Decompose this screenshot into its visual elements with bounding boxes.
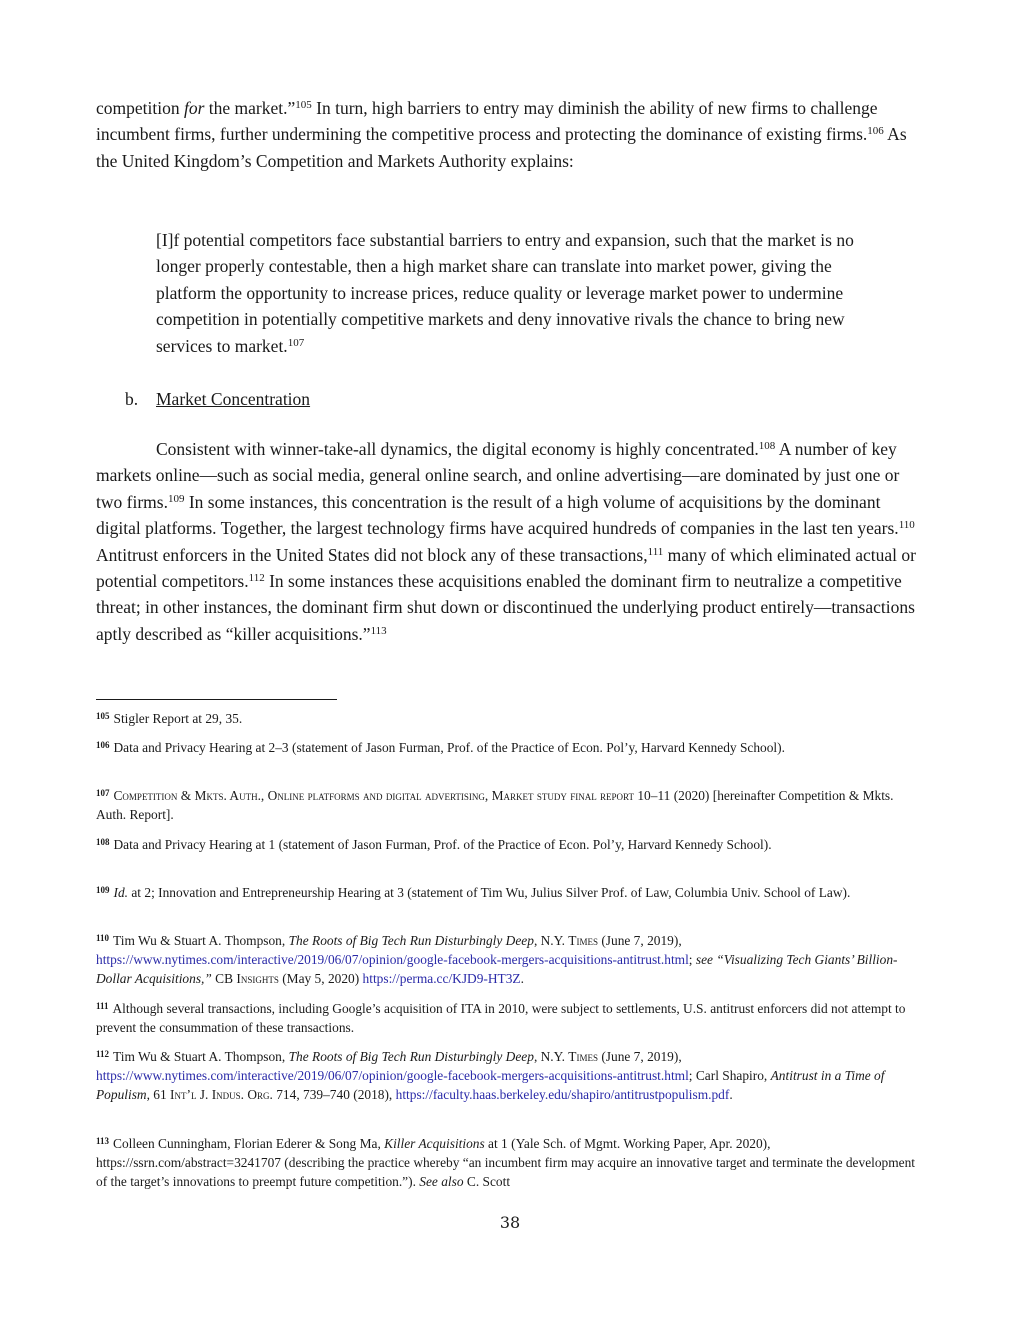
footnote-article-title: “Visualizing Tech Giants’ Billion-Dollar Acquisitions,” (96, 952, 898, 986)
footnote-text: , 61 (146, 1087, 171, 1102)
footnote-105 (96, 709, 924, 728)
footnote-ref-111[interactable]: 111 (647, 545, 664, 558)
footnote-text: Although several transactions, including Google’s acquisition of ITA in 2010, were subject to settlements, U.S. antitrust enforcers did not attempt to prevent the consummation of these transactions. (96, 1001, 906, 1035)
footnote-text: (May 5, 2020) (278, 971, 363, 986)
footnote-link-perma[interactable]: https://perma.cc/KJD9-HT3Z (362, 971, 521, 986)
footnote-number: 107 (96, 788, 110, 798)
footnote-see-also-signal: See also (419, 1174, 464, 1189)
text-run: Consistent with winner-take-all dynamics, the digital economy is highly concentrated. (156, 439, 759, 459)
footnote-number: 110 (96, 933, 110, 943)
footnote-111 (96, 999, 924, 1037)
body-paragraph-1 (96, 95, 926, 174)
text-run: A number of key markets online—such as social media, general online search, and online advertising—are dominated by just one or two firms. (96, 439, 900, 512)
footnote-publication: Insights (236, 971, 279, 986)
footnote-publication: Times (568, 1049, 598, 1064)
text-run: the market.” (204, 98, 296, 118)
footnote-text: Data and Privacy Hearing at 1 (statement of Jason Furman, Prof. of the Practice of Econ. Pol’y, Harvard Kennedy School). (113, 837, 772, 852)
footnote-id-signal: Id. (113, 885, 129, 900)
footnote-ref-106[interactable]: 106 (867, 125, 884, 138)
footnote-number: 112 (96, 1049, 110, 1059)
footnote-text: 10–11 (2020) [hereinafter Competition & Mkts. Auth. Report]. (96, 788, 894, 822)
footnote-separator (96, 699, 337, 700)
footnote-text: . (520, 971, 524, 986)
footnote-text: , N.Y. (533, 1049, 569, 1064)
footnote-108 (96, 835, 924, 854)
footnote-text: , N.Y. (533, 933, 569, 948)
footnote-113 (96, 1134, 924, 1191)
italic-text: for (183, 98, 205, 118)
footnote-article-title: Killer Acquisitions (384, 1136, 485, 1151)
footnote-106 (96, 738, 924, 757)
footnote-110 (96, 931, 924, 988)
footnote-text: Tim Wu & Stuart A. Thompson, (113, 1049, 289, 1064)
footnote-text: (June 7, 2019), (597, 1049, 682, 1064)
section-label: b. (125, 389, 139, 409)
body-paragraph-2 (96, 436, 926, 647)
footnote-see-signal: see (695, 952, 713, 967)
footnote-ref-110[interactable]: 110 (898, 519, 915, 532)
footnote-text: 714, 739–740 (2018), (272, 1087, 396, 1102)
footnote-text: (June 7, 2019), (597, 933, 682, 948)
footnote-text: at 2; Innovation and Entrepreneurship Hearing at 3 (statement of Tim Wu, Julius Silver Prof. of Law, Columbia Univ. School of Law). (128, 885, 851, 900)
footnote-ref-113[interactable]: 113 (370, 624, 387, 637)
quote-text: [I]f potential competitors face substantial barriers to entry and expansion, such that the market is no longer properly contestable, then a high market share can translate into market power, giving the platform the opportunity to increase prices, reduce quality or leverage market power to undermine competition in potentially competitive markets and deny innovative rivals the chance to bring new services to market. (156, 230, 854, 356)
footnote-107 (96, 786, 924, 824)
footnote-number: 105 (96, 711, 110, 721)
footnote-article-title: The Roots of Big Tech Run Disturbingly Deep (288, 1049, 534, 1064)
footnote-text: C. Scott (463, 1174, 511, 1189)
text-run: many of which eliminated actual or potential competitors. (96, 544, 916, 592)
footnote-text: Data and Privacy Hearing at 2–3 (statement of Jason Furman, Prof. of the Practice of Econ. Pol’y, Harvard Kennedy School). (113, 740, 785, 755)
footnote-link-nytimes[interactable]: https://www.nytimes.com/interactive/2019/06/07/opinion/google-facebook-mergers-acquisitions-antitrust.html (96, 1068, 689, 1083)
footnote-publication: Times (568, 933, 598, 948)
block-quote (156, 227, 876, 359)
footnote-link-berkeley[interactable]: https://faculty.haas.berkeley.edu/shapiro/antitrustpopulism.pdf (395, 1087, 730, 1102)
page-number: 38 (499, 1213, 521, 1232)
section-heading (125, 386, 310, 412)
text-run: In turn, high barriers to entry may diminish the ability of new firms to challenge incumbent firms, further undermining the competitive process and protecting the dominance of existing firms. (96, 98, 878, 145)
footnote-number: 113 (96, 1136, 110, 1146)
footnote-number: 106 (96, 740, 110, 750)
footnote-number: 108 (96, 837, 110, 847)
text-run: competition (96, 98, 184, 118)
footnote-text: . (729, 1087, 733, 1102)
footnote-text: ; Carl Shapiro, (688, 1068, 771, 1083)
footnote-text: CB (211, 971, 237, 986)
footnote-article-title: The Roots of Big Tech Run Disturbingly Deep (288, 933, 534, 948)
text-run: As the United Kingdom’s Competition and Markets Authority explains: (96, 124, 907, 171)
footnote-journal: Int’l J. Indus. Org. (170, 1087, 273, 1102)
text-run: In some instances these acquisitions enabled the dominant firm to neutralize a competitive threat; in other instances, the dominant firm shut down or discontinued the underlying product entirely—transactions aptly described as “killer acquisitions.” (96, 571, 915, 644)
footnote-link-nytimes[interactable]: https://www.nytimes.com/interactive/2019/06/07/opinion/google-facebook-mergers-acquisitions-antitrust.html (96, 952, 689, 967)
footnote-source: Competition & Mkts. Auth., Online platforms and digital advertising, Market study final report (113, 788, 635, 803)
footnote-ref-109[interactable]: 109 (167, 492, 185, 505)
footnote-text: ; (688, 952, 696, 967)
footnote-ref-112[interactable]: 112 (248, 572, 265, 585)
footnote-text: at 1 (Yale Sch. of Mgmt. Working Paper, Apr. 2020), https://ssrn.com/abstract=3241707 (describing the practice whereby “an incumbent firm may acquire an innovative target and terminate the development of the target’s innovations to preempt future competition.”). (96, 1136, 916, 1189)
footnote-number: 111 (96, 1001, 109, 1011)
text-run: Antitrust enforcers in the United States did not block any of these transactions, (96, 544, 648, 565)
footnote-ref-108[interactable]: 108 (758, 440, 776, 452)
text-run: In some instances, this concentration is the result of a high volume of acquisitions by the dominant digital platforms. Together, the largest technology firms have acquired hundreds of companies in the last ten years. (96, 491, 899, 539)
footnote-text: Tim Wu & Stuart A. Thompson, (113, 933, 289, 948)
section-title: Market Concentration (156, 389, 311, 409)
footnote-109 (96, 883, 924, 902)
footnote-text: Colleen Cunningham, Florian Ederer & Song Ma, (113, 1136, 385, 1151)
footnote-number: 109 (96, 885, 110, 895)
footnote-ref-105[interactable]: 105 (295, 99, 312, 111)
footnote-text: Stigler Report at 29, 35. (113, 711, 243, 726)
footnote-article-title: Antitrust in a Time of Populism (96, 1068, 885, 1102)
footnote-112 (96, 1047, 924, 1104)
footnote-ref-107[interactable]: 107 (287, 336, 305, 349)
